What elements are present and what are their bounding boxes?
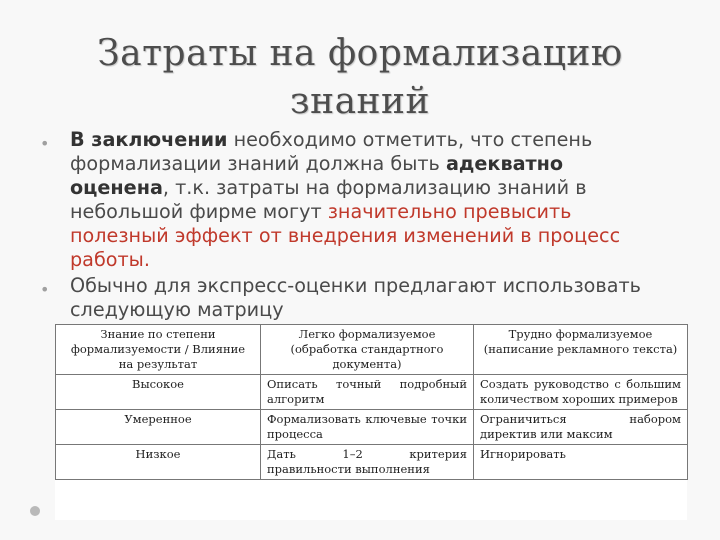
bullet-conclusion-text-2: , т.к. затраты на формализацию знаний в небольшой фирме могут bbox=[70, 176, 587, 223]
bullet-matrix-intro bbox=[38, 274, 668, 322]
bullet-dot-icon: • bbox=[40, 134, 50, 153]
bullet-matrix-intro-text: Обычно для экспресс-оценки предлагают использовать следующую матрицу bbox=[70, 274, 641, 321]
formalization-matrix-table bbox=[55, 324, 688, 480]
table-header-row bbox=[56, 325, 688, 375]
slide-title bbox=[60, 30, 660, 126]
table-cell-level: Умеренное bbox=[56, 410, 261, 445]
table-cell-level: Высокое bbox=[56, 375, 261, 410]
table-cell-hard: Создать руководство с большим количеством хороших примеров bbox=[474, 375, 688, 410]
bullet-conclusion-highlight: значительно превысить полезный эффект от внедрения изменений в процесс работы. bbox=[70, 200, 621, 271]
bullet-dot-icon bbox=[30, 506, 40, 516]
table-cell-hard: Игнорировать bbox=[474, 445, 688, 480]
slide-title-line-1: Затраты на формализацию bbox=[97, 33, 623, 74]
table-row bbox=[56, 445, 688, 480]
table-row bbox=[56, 410, 688, 445]
table-cell-hard: Ограничиться набором директив или максим bbox=[474, 410, 688, 445]
table-header-cell: Легко формализуемое (обработка стандартного документа) bbox=[261, 325, 474, 375]
bullet-dot-icon: • bbox=[40, 280, 50, 299]
bullet-conclusion bbox=[38, 128, 668, 272]
bullet-list bbox=[38, 128, 668, 322]
table-cell-easy: Описать точный подробный алгоритм bbox=[261, 375, 474, 410]
table-cell-easy: Формализовать ключевые точки процесса bbox=[261, 410, 474, 445]
table-header-cell: Трудно формализуемое (написание рекламного текста) bbox=[474, 325, 688, 375]
slide-title-line-2: знаний bbox=[289, 81, 431, 122]
table-row bbox=[56, 375, 688, 410]
table-cell-easy: Дать 1–2 критерия правильности выполнения bbox=[261, 445, 474, 480]
table-cell-level: Низкое bbox=[56, 445, 261, 480]
matrix-table-container bbox=[55, 324, 687, 520]
bullet-conclusion-bold-lead: В заключении bbox=[70, 128, 228, 151]
bullet-conclusion-bold-2: адекватно оценена bbox=[70, 152, 564, 199]
table-header-cell: Знание по степени формализуемости / Влияние на результат bbox=[56, 325, 261, 375]
bullet-conclusion-text-1: необходимо отметить, что степень формализации знаний должна быть bbox=[70, 128, 593, 175]
